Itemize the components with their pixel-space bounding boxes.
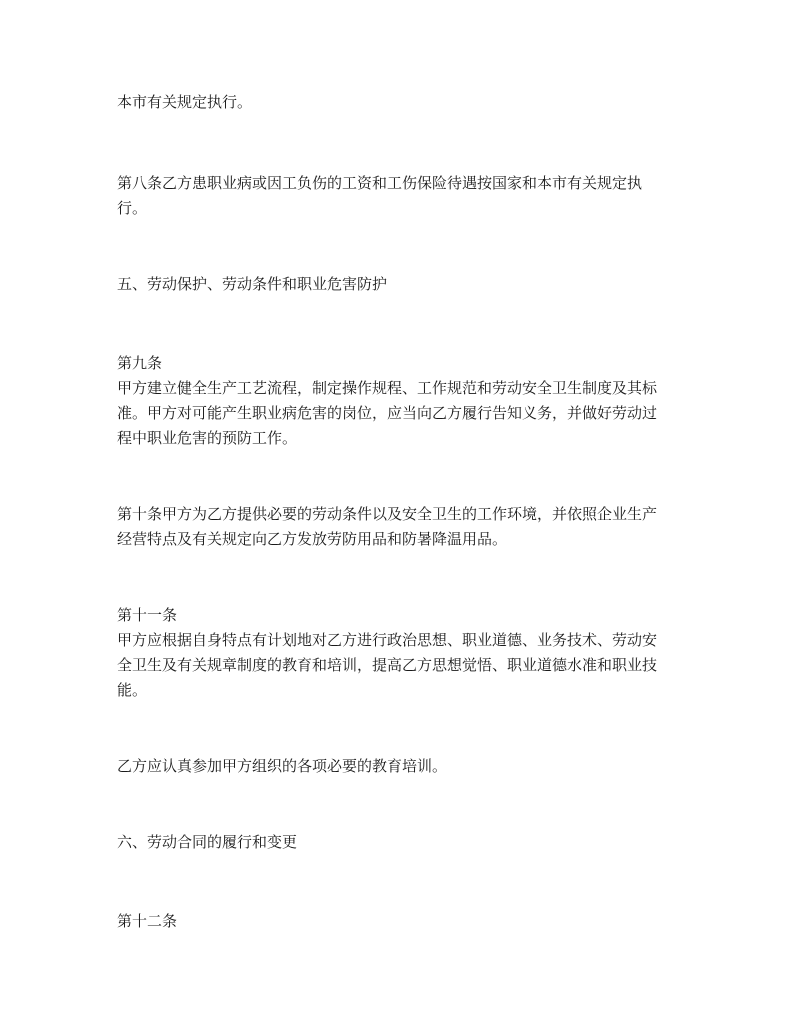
article-title: 第九条 xyxy=(117,354,163,372)
paragraph-line: 准。甲方对可能产生职业病危害的岗位，应当向乙方履行告知义务，并做好劳动过 xyxy=(117,404,658,422)
paragraph-line: 能。 xyxy=(117,681,148,699)
paragraph-line: 第八条乙方患职业病或因工负伤的工资和工伤保险待遇按国家和本市有关规定执 xyxy=(117,174,643,192)
paragraph-line: 甲方建立健全生产工艺流程，制定操作规程、工作规范和劳动安全卫生制度及其标 xyxy=(117,379,658,397)
section-heading: 六、劳动合同的履行和变更 xyxy=(117,833,298,851)
paragraph-line: 全卫生及有关规章制度的教育和培训，提高乙方思想觉悟、职业道德水准和职业技 xyxy=(117,656,658,674)
paragraph-line: 行。 xyxy=(117,199,148,217)
paragraph-line: 经营特点及有关规定向乙方发放劳防用品和防暑降温用品。 xyxy=(117,530,508,548)
section-heading: 五、劳动保护、劳动条件和职业危害防护 xyxy=(117,275,388,293)
paragraph-line: 乙方应认真参加甲方组织的各项必要的教育培训。 xyxy=(117,757,448,775)
paragraph-line: 甲方应根据自身特点有计划地对乙方进行政治思想、职业道德、业务技术、劳动安 xyxy=(117,631,658,649)
article-title: 第十二条 xyxy=(117,912,178,930)
paragraph-line: 本市有关规定执行。 xyxy=(117,93,253,111)
paragraph-line: 第十条甲方为乙方提供必要的劳动条件以及安全卫生的工作环境，并依照企业生产 xyxy=(117,505,658,523)
paragraph-line: 程中职业危害的预防工作。 xyxy=(117,429,298,447)
article-title: 第十一条 xyxy=(117,606,178,624)
